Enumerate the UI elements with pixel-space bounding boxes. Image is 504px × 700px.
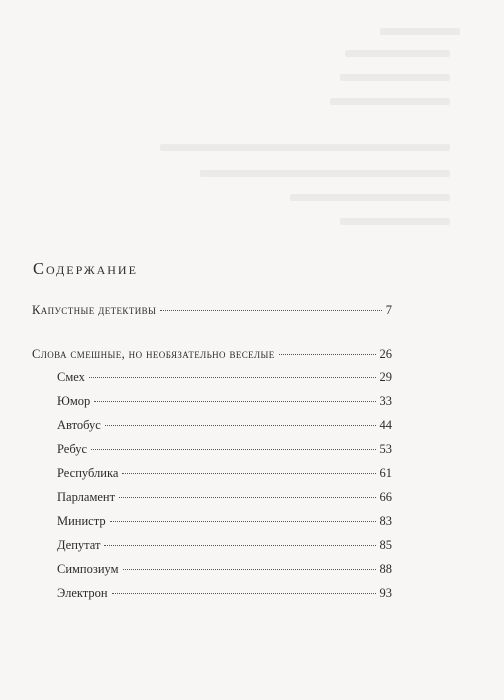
dot-leader xyxy=(89,377,376,378)
toc-item[interactable] xyxy=(57,465,392,481)
toc-page-number: 85 xyxy=(379,538,392,552)
dot-leader xyxy=(110,521,376,522)
toc-item-title: Депутат xyxy=(57,538,101,552)
toc-page-number: 44 xyxy=(379,418,392,432)
toc-item[interactable] xyxy=(57,537,392,553)
toc-page-number: 7 xyxy=(385,303,392,317)
toc-page-number: 88 xyxy=(379,562,392,576)
toc-item-title: Ребус xyxy=(57,442,88,456)
toc-page-number: 93 xyxy=(379,586,392,600)
toc-section-title: Слова смешные, но необязательно веселые xyxy=(32,347,275,361)
toc-item[interactable] xyxy=(57,489,392,505)
dot-leader xyxy=(119,497,375,498)
toc-item[interactable] xyxy=(57,441,392,457)
dot-leader xyxy=(123,569,376,570)
toc-item-title: Автобус xyxy=(57,418,101,432)
toc-page-number: 26 xyxy=(379,347,392,361)
toc-item-title: Симпозиум xyxy=(57,562,119,576)
dot-leader xyxy=(105,425,376,426)
toc-page-number: 33 xyxy=(379,394,392,408)
toc-item[interactable] xyxy=(57,417,392,433)
toc-page-number: 66 xyxy=(379,490,392,504)
table-of-contents xyxy=(32,258,392,600)
toc-item-title: Электрон xyxy=(57,586,108,600)
toc-item[interactable] xyxy=(57,513,392,529)
toc-item[interactable] xyxy=(57,393,392,409)
toc-page-number: 61 xyxy=(379,466,392,480)
dot-leader xyxy=(279,354,376,355)
dot-leader xyxy=(112,593,376,594)
dot-leader xyxy=(160,310,381,311)
toc-item[interactable] xyxy=(57,585,392,601)
toc-section-entry[interactable] xyxy=(32,302,392,318)
toc-item-title: Министр xyxy=(57,514,106,528)
dot-leader xyxy=(94,401,375,402)
dot-leader xyxy=(104,545,375,546)
toc-item-title: Юмор xyxy=(57,394,91,408)
toc-item[interactable] xyxy=(57,561,392,577)
toc-item[interactable] xyxy=(57,369,392,385)
toc-section-entry[interactable] xyxy=(32,346,392,362)
toc-page-number: 29 xyxy=(379,370,392,384)
page-show-through xyxy=(0,0,504,240)
toc-title: Содержание xyxy=(33,259,138,278)
toc-item-title: Парламент xyxy=(57,490,116,504)
dot-leader xyxy=(91,449,375,450)
toc-item-title: Республика xyxy=(57,466,119,480)
toc-section-title: Капустные детективы xyxy=(32,303,157,317)
toc-page-number: 53 xyxy=(379,442,392,456)
toc-page-number: 83 xyxy=(379,514,392,528)
toc-item-title: Смех xyxy=(57,370,85,384)
dot-leader xyxy=(122,473,375,474)
